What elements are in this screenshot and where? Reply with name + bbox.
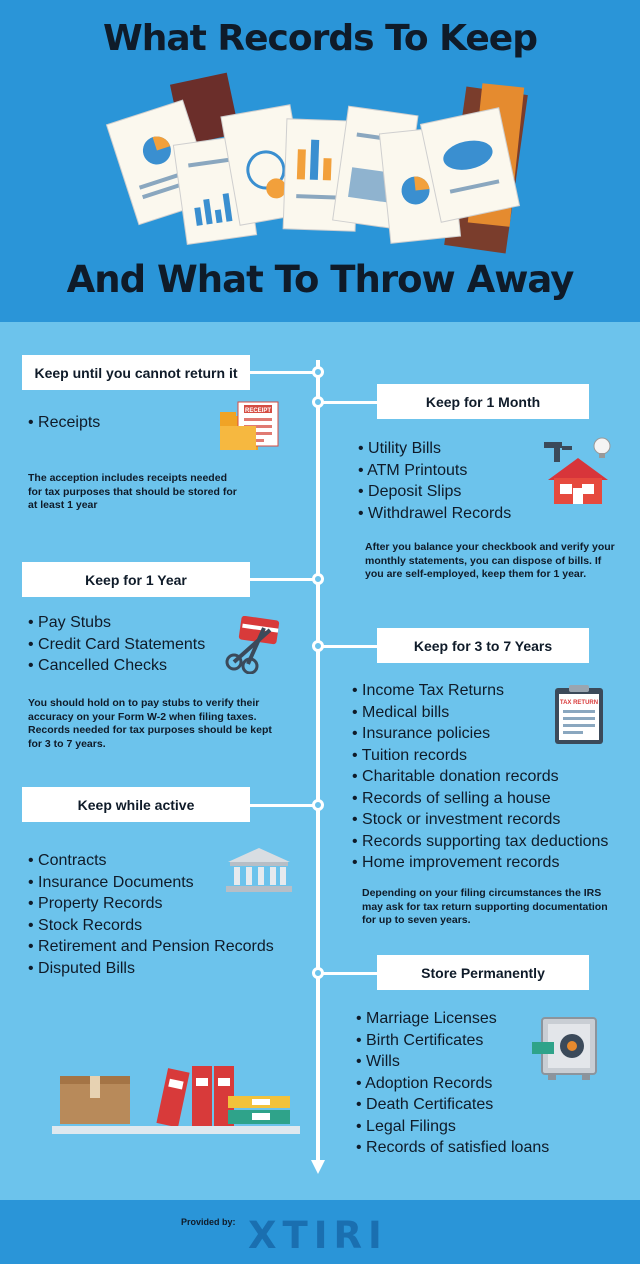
timeline-node: [312, 573, 324, 585]
scissors-card-icon: [224, 616, 284, 674]
brand-logo: XTIRI: [248, 1214, 388, 1257]
list-item: • Death Certificates: [356, 1094, 549, 1116]
receipt-folder-icon: [220, 400, 282, 452]
list-month: [358, 438, 511, 524]
timeline-node: [312, 396, 324, 408]
list-permanent: [356, 1008, 549, 1159]
section-title-years37: Keep for 3 to 7 Years: [377, 628, 589, 663]
list-item: • Insurance policies: [352, 723, 608, 745]
list-item: • Receipts: [28, 412, 100, 434]
list-item: • Birth Certificates: [356, 1030, 549, 1052]
list-item: • Records of satisfied loans: [356, 1137, 549, 1159]
timeline-connector: [320, 972, 377, 975]
list-item: • Home improvement records: [352, 852, 608, 874]
timeline-connector: [320, 645, 377, 648]
tax-return-clipboard-icon: [553, 684, 607, 746]
list-item: • Tuition records: [352, 745, 608, 767]
page-title: What Records To Keep: [103, 18, 537, 59]
timeline-arrow: [311, 1160, 325, 1174]
section-title-permanent: Store Permanently: [377, 955, 589, 990]
list-item: • Charitable donation records: [352, 766, 608, 788]
timeline-line: [316, 360, 320, 1160]
list-item: • Adoption Records: [356, 1073, 549, 1095]
list-year: [28, 612, 205, 677]
page-subtitle: And What To Throw Away: [66, 258, 574, 301]
list-item: • Stock Records: [28, 915, 274, 937]
receipt-icon-label: RECEIPT: [244, 408, 272, 414]
timeline-connector: [250, 578, 316, 581]
list-item: • Stock or investment records: [352, 809, 608, 831]
list-item: • Insurance Documents: [28, 872, 274, 894]
list-return: [28, 412, 100, 434]
list-item: • ATM Printouts: [358, 460, 511, 482]
list-item: • Deposit Slips: [358, 481, 511, 503]
list-item: • Contracts: [28, 850, 274, 872]
timeline-node: [312, 366, 324, 378]
section-title-return: Keep until you cannot return it: [22, 355, 250, 390]
header-banner: [0, 0, 640, 322]
list-item: • Withdrawel Records: [358, 503, 511, 525]
list-item: • Records supporting tax deductions: [352, 831, 608, 853]
list-item: • Pay Stubs: [28, 612, 205, 634]
list-item: • Wills: [356, 1051, 549, 1073]
list-item: • Cancelled Checks: [28, 655, 205, 677]
storage-shelf-illustration: [52, 1062, 312, 1142]
list-item: • Income Tax Returns: [352, 680, 608, 702]
safe-icon: [530, 1016, 600, 1082]
timeline-connector: [320, 401, 377, 404]
timeline-connector: [250, 371, 316, 374]
list-item: • Marriage Licenses: [356, 1008, 549, 1030]
section-title-active: Keep while active: [22, 787, 250, 822]
note-month: After you balance your checkbook and verify your monthly statements, you can dispose of bills. If you are self-employed, keep them for 1 year.: [365, 541, 615, 580]
bank-building-icon: [224, 846, 294, 894]
timeline-node: [312, 640, 324, 652]
list-item: • Property Records: [28, 893, 274, 915]
note-return: The acception includes receipts needed for tax purposes that should be stored for at least 1 year: [28, 472, 237, 511]
note-years37: Depending on your filing circumstances the IRS may ask for tax return supporting documentation for up to seven years.: [362, 887, 608, 926]
section-title-year: Keep for 1 Year: [22, 562, 250, 597]
timeline-node: [312, 799, 324, 811]
timeline-node: [312, 967, 324, 979]
list-item: • Legal Filings: [356, 1116, 549, 1138]
timeline-connector: [250, 804, 316, 807]
list-item: • Utility Bills: [358, 438, 511, 460]
list-item: • Retirement and Pension Records: [28, 936, 274, 958]
list-item: • Disputed Bills: [28, 958, 274, 980]
list-item: • Medical bills: [352, 702, 608, 724]
provided-by-label: Provided by:: [181, 1217, 236, 1227]
house-utilities-icon: [540, 432, 620, 507]
list-item: • Records of selling a house: [352, 788, 608, 810]
section-title-month: Keep for 1 Month: [377, 384, 589, 419]
tax-icon-label: TAX RETURN: [559, 700, 599, 706]
note-year: You should hold on to pay stubs to verify their accuracy on your Form W-2 when filing taxes. Records needed for tax purposes should be kept for 3 to 7 years.: [28, 697, 272, 750]
list-item: • Credit Card Statements: [28, 634, 205, 656]
